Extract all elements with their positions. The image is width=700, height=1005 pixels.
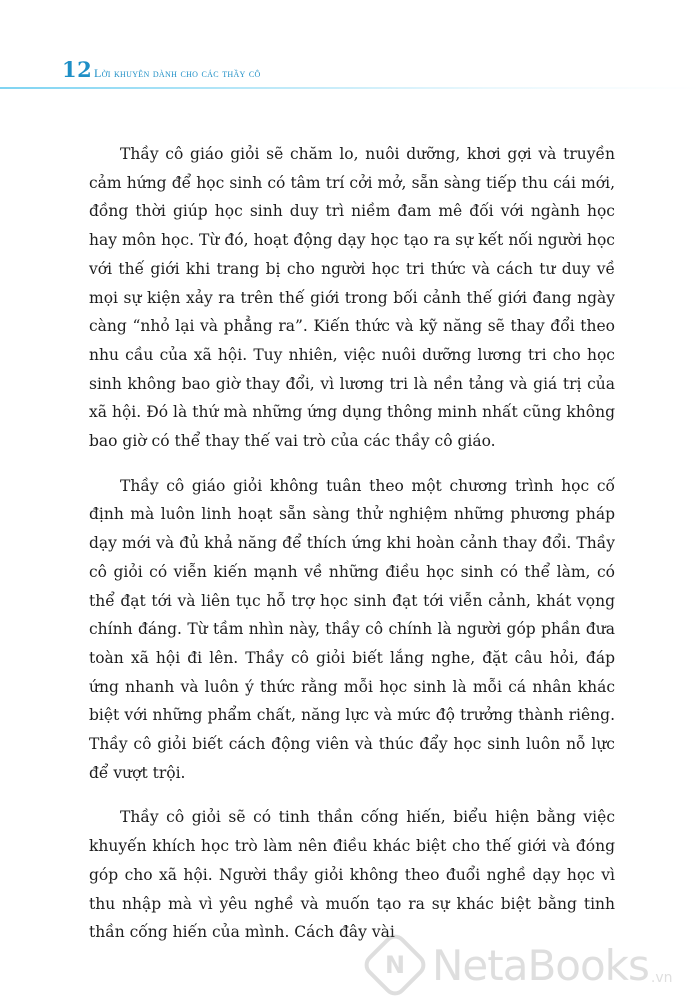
paragraph-3: Thầy cô giỏi sẽ có tinh thần cống hiến, biểu hiện bằng việc khuyến khích học trò làm nên điều khác biệt cho thế giới và đóng góp cho xã hội. Người thầy giỏi không theo đuổi nghề dạy học vì thu nhập mà vì yêu nghề và muốn tạo ra sự khác biệt bằng tinh thần cống hiến của mình. Cách đây vài <box>89 808 615 942</box>
paragraph-1: Thầy cô giáo giỏi sẽ chăm lo, nuôi dưỡng, khơi gợi và truyền cảm hứng để học sinh có tâm trí cởi mở, sẵn sàng tiếp thu cái mới, đồng thời giúp học sinh duy trì niềm đam mê đối với ngành học hay môn học. Từ đó, hoạt động dạy học tạo ra sự kết nối người học với thế giới khi trang bị cho người học tri thức và cách tư duy về mọi sự kiện xảy ra trên thế giới trong bối cảnh thế giới đang ngày càng “nhỏ lại và phẳng ra”. Kiến thức và kỹ năng sẽ thay đổi theo nhu cầu của xã hội. Tuy nhiên, việc nuôi dưỡng lương tri cho học sinh không bao giờ thay đổi, vì lương tri là nền tảng và giá trị của xã hội. Đó là thứ mà những ứng dụng thông minh nhất cũng không bao giờ có thể thay thế vai trò của các thầy cô giáo. <box>89 145 615 451</box>
watermark-suffix: .vn <box>650 970 673 986</box>
running-title: Lời khuyên dành cho các thầy cô <box>94 66 261 80</box>
watermark-brand: NetaBooks <box>432 940 649 990</box>
page-header <box>0 46 700 86</box>
watermark <box>370 930 700 1000</box>
page-number: 12 <box>62 57 93 82</box>
body-text <box>89 140 615 963</box>
watermark-icon-letter: N <box>384 951 406 979</box>
header-rule <box>0 87 700 89</box>
netabooks-logo-icon <box>360 930 431 1001</box>
paragraph-2: Thầy cô giáo giỏi không tuân theo một chương trình học cố định mà luôn linh hoạt sẵn sàng thử nghiệm những phương pháp dạy mới và đủ khả năng để thích ứng khi hoàn cảnh thay đổi. Thầy cô giỏi có viễn kiến mạnh về những điều học sinh có thể làm, có thể đạt tới và liên tục hỗ trợ học sinh đạt tới viễn cảnh, khát vọng chính đáng. Từ tầm nhìn này, thầy cô chính là người góp phần đưa toàn xã hội đi lên. Thầy cô giỏi biết lắng nghe, đặt câu hỏi, đáp ứng nhanh và luôn ý thức rằng mỗi học sinh là mỗi cá nhân khác biệt với những phẩm chất, năng lực và mức độ trưởng thành riêng. Thầy cô giỏi biết cách động viên và thúc đẩy học sinh luôn nỗ lực để vượt trội. <box>89 476 615 782</box>
